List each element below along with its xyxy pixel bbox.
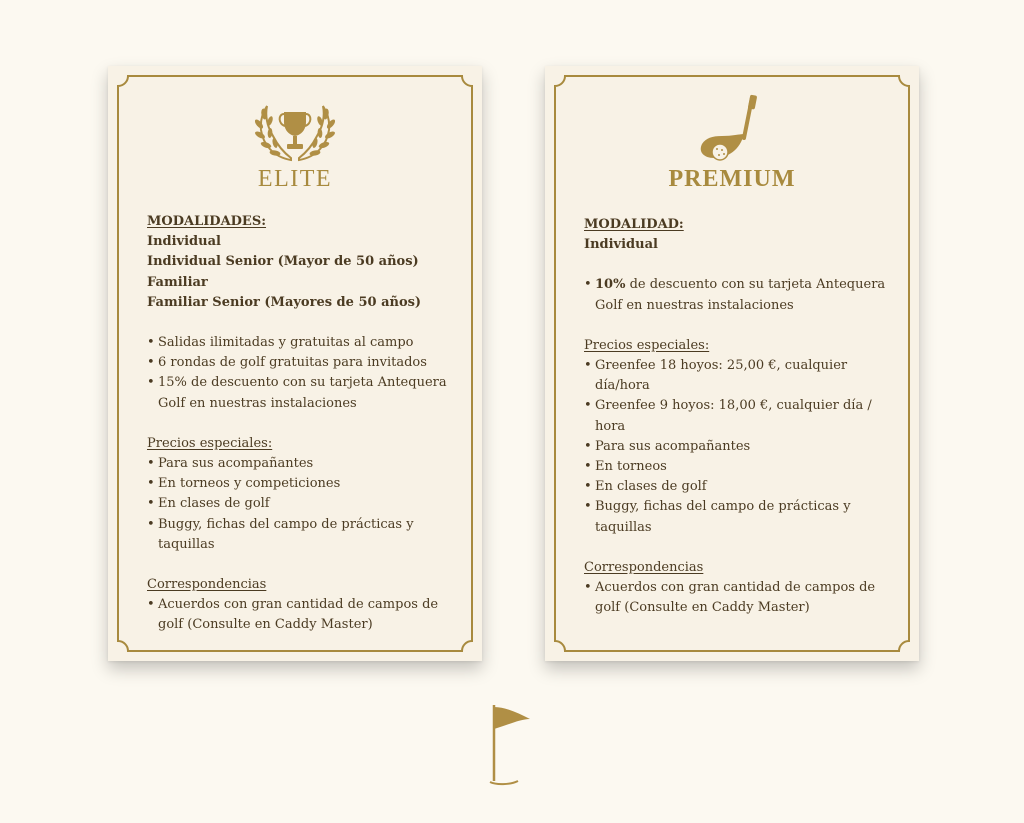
precios-header: Precios especiales: [147, 435, 273, 451]
trophy-laurel-icon [255, 102, 335, 164]
discount-list [584, 275, 889, 315]
list-item: • Acuerdos con gran cantidad de campos de golf (Consulte en Caddy Master) [147, 595, 452, 635]
modalidad-item: Familiar Senior (Mayores de 50 años) [147, 294, 422, 310]
list-item: • En clases de golf [584, 477, 889, 497]
list-item: • En torneos [584, 457, 889, 477]
list-item [584, 275, 889, 315]
list-item: • Para sus acompañantes [584, 437, 889, 457]
list-item: • Acuerdos con gran cantidad de campos de golf (Consulte en Caddy Master) [584, 578, 889, 618]
modalidad-item: Individual [147, 234, 221, 250]
list-item: • En clases de golf [147, 494, 452, 514]
elite-content [147, 212, 452, 636]
modalidad-item: Individual [584, 237, 658, 253]
benefits-list [147, 333, 452, 414]
correspondencias-header: Correspondencias [584, 559, 704, 575]
modalidad-header: MODALIDAD: [584, 217, 684, 232]
correspondencias-list [147, 595, 452, 635]
list-item: • Buggy, fichas del campo de prácticas y taquillas [147, 515, 452, 555]
correspondencias-list [584, 578, 889, 618]
elite-card [108, 66, 482, 661]
precios-list [584, 356, 889, 538]
list-item: • Buggy, fichas del campo de prácticas y taquillas [584, 497, 889, 537]
premium-card [545, 66, 919, 661]
golf-club-ball-icon [692, 94, 772, 166]
precios-header: Precios especiales: [584, 337, 710, 353]
card-title-premium: PREMIUM [668, 166, 796, 192]
list-item: • Greenfee 9 hoyos: 18,00 €, cualquier día / hora [584, 396, 889, 436]
modalidad-item: Familiar [147, 274, 208, 290]
modalidad-item: Individual Senior (Mayor de 50 años) [147, 254, 419, 270]
correspondencias-header: Correspondencias [147, 577, 267, 593]
golf-flag-icon [488, 703, 534, 787]
list-item: • Salidas ilimitadas y gratuitas al campo [147, 333, 452, 353]
card-title-elite: ELITE [257, 166, 333, 192]
premium-content [584, 215, 889, 618]
list-item: • Greenfee 18 hoyos: 25,00 €, cualquier día/hora [584, 356, 889, 396]
precios-list [147, 454, 452, 555]
modalidades-header: MODALIDADES: [147, 214, 267, 229]
list-item: • Para sus acompañantes [147, 454, 452, 474]
list-item: • 15% de descuento con su tarjeta Antequera Golf en nuestras instalaciones [147, 373, 452, 413]
list-item: • En torneos y competiciones [147, 474, 452, 494]
list-item: • 6 rondas de golf gratuitas para invitados [147, 353, 452, 373]
discount-text: de descuento con su tarjeta Antequera Golf en nuestras instalaciones [595, 277, 886, 313]
discount-percent: 10% [595, 277, 626, 293]
